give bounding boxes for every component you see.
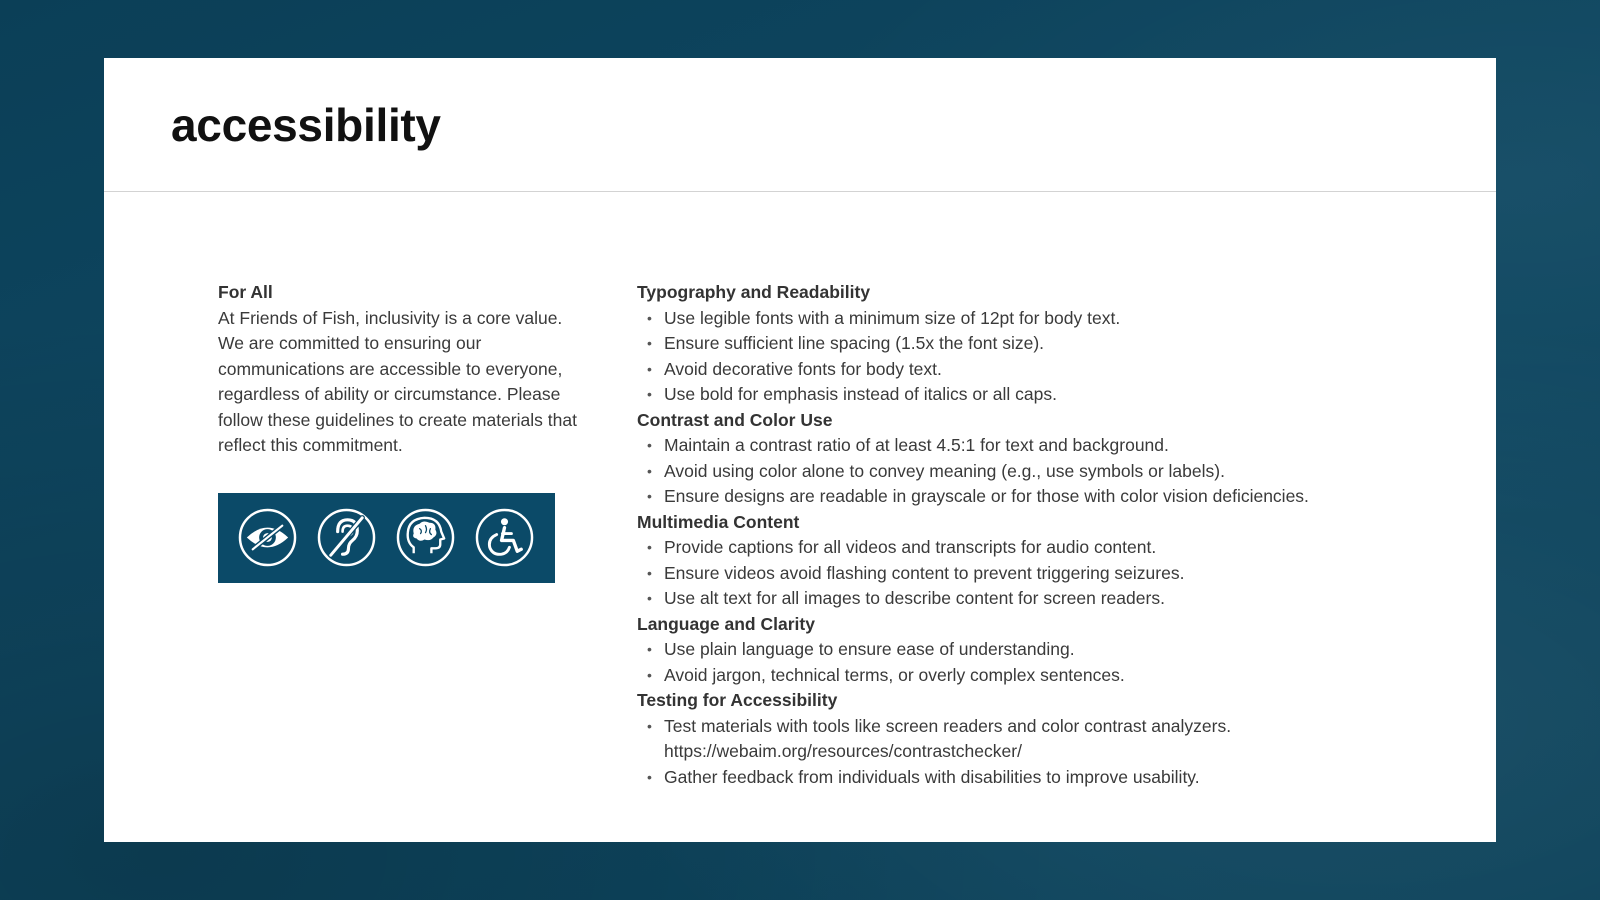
section-heading: Testing for Accessibility <box>637 690 838 710</box>
intro-heading: For All <box>218 282 273 302</box>
section-heading: Contrast and Color Use <box>637 409 833 430</box>
guideline-item <box>637 663 1437 689</box>
guideline-text: Use plain language to ensure ease of understanding. <box>664 639 1075 659</box>
bullet-dot: • <box>647 488 652 504</box>
section-heading: Language and Clarity <box>637 613 815 634</box>
bullet-dot: • <box>647 564 652 581</box>
guideline-item <box>637 306 1437 332</box>
bullet-dot: • <box>647 360 652 377</box>
guideline-text: Avoid decorative fonts for body text. <box>664 358 942 379</box>
guideline-item <box>637 484 1437 510</box>
guideline-text: Avoid using color alone to convey meaning (e.g., use symbols or labels). <box>664 460 1225 481</box>
guideline-item <box>637 637 1437 663</box>
guideline-text: Maintain a contrast ratio of at least 4.5:1 for text and background. <box>664 435 1169 455</box>
guideline-list <box>637 637 1437 688</box>
wheelchair-icon <box>475 508 534 567</box>
guideline-item <box>637 331 1437 357</box>
guideline-item <box>637 433 1437 459</box>
bullet-dot: • <box>647 768 652 785</box>
accessibility-icon-panel <box>218 493 555 583</box>
guideline-text: Use alt text for all images to describe content for screen readers. <box>664 588 1165 608</box>
guideline-text: Avoid jargon, technical terms, or overly complex sentences. <box>664 664 1125 685</box>
guidelines-column <box>637 280 1437 790</box>
guideline-text: Use bold for emphasis instead of italics or all caps. <box>664 384 1057 404</box>
hearing-impaired-icon <box>317 508 376 567</box>
bullet-dot: • <box>647 437 652 453</box>
bullet-dot: • <box>647 666 652 683</box>
bullet-dot: • <box>647 462 652 479</box>
intro-text: At Friends of Fish, inclusivity is a core value. We are committed to ensuring our communications are accessible to everyone, regardless of ability or circumstance. Please follow these guidelines to create materials that reflect this commitment. <box>218 307 577 455</box>
guideline-item <box>637 561 1437 587</box>
guideline-text: Ensure videos avoid flashing content to prevent triggering seizures. <box>664 562 1185 583</box>
bullet-dot: • <box>647 539 652 555</box>
guideline-text: Use legible fonts with a minimum size of 12pt for body text. <box>664 307 1121 328</box>
bullet-dot: • <box>647 309 652 326</box>
guideline-item <box>637 357 1437 383</box>
guideline-text: https://webaim.org/resources/contrastchecker/ <box>664 741 1022 761</box>
bullet-dot: • <box>647 335 652 351</box>
guideline-list <box>637 535 1437 612</box>
bullet-dot: • <box>647 590 652 606</box>
guideline-item <box>637 765 1437 791</box>
guideline-item <box>637 586 1437 612</box>
page-title: accessibility <box>171 99 441 151</box>
guideline-item <box>637 459 1437 485</box>
section-heading: Typography and Readability <box>637 282 871 302</box>
guideline-item <box>637 535 1437 561</box>
guideline-text: Ensure sufficient line spacing (1.5x the font size). <box>664 333 1045 353</box>
guideline-list <box>637 306 1437 408</box>
guideline-text: Provide captions for all videos and transcripts for audio content. <box>664 537 1157 557</box>
guideline-item <box>637 382 1437 408</box>
bullet-dot: • <box>647 386 652 402</box>
guideline-text: Gather feedback from individuals with disabilities to improve usability. <box>664 766 1200 787</box>
guideline-item <box>637 714 1437 765</box>
bullet-dot: • <box>647 641 652 657</box>
guideline-list <box>637 433 1437 510</box>
eye-slash-icon <box>238 508 297 567</box>
guideline-text: Test materials with tools like screen readers and color contrast analyzers. <box>664 715 1232 736</box>
cognitive-head-icon <box>396 508 455 567</box>
bullet-dot: • <box>647 717 652 734</box>
guideline-list <box>637 714 1437 791</box>
guideline-text: Ensure designs are readable in grayscale or for those with color vision deficiencies. <box>664 486 1309 506</box>
card-header <box>104 58 1496 192</box>
section-heading: Multimedia Content <box>637 511 800 532</box>
intro-column <box>218 280 588 583</box>
content-card <box>104 58 1496 842</box>
